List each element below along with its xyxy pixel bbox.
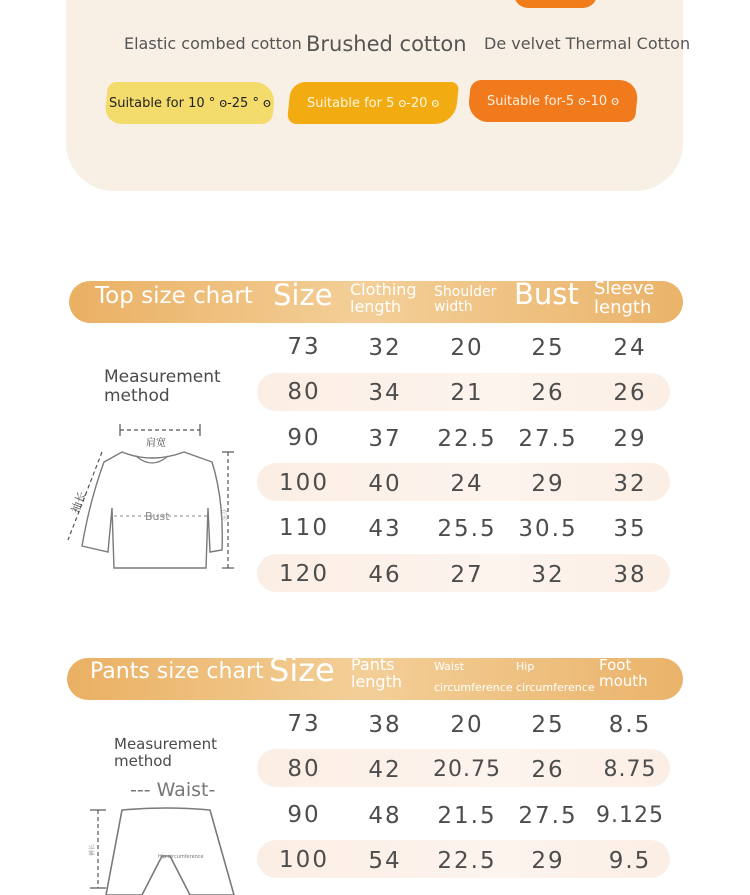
- fabric-name-3: De velvet Thermal Cotton: [484, 34, 691, 53]
- pants-cell: 22.5: [437, 848, 497, 874]
- pants-cell: 25: [531, 712, 565, 738]
- top-cell: 73: [287, 334, 321, 360]
- temp-range-badge-3: [467, 80, 639, 122]
- pants-cell: 38: [368, 712, 402, 738]
- temp-range-badge-2: [287, 82, 459, 124]
- top-cell: 21: [450, 380, 484, 406]
- top-cell: 110: [279, 515, 329, 541]
- pants-cell: 80: [287, 756, 321, 782]
- temp-range-label-2: Suitable for 5 𐍈-20 𐍈: [306, 95, 440, 111]
- pants-cell: 9.125: [596, 803, 664, 828]
- top-cell: 34: [368, 380, 402, 406]
- top-cell: 27.5: [518, 426, 578, 452]
- top-cell: 22.5: [437, 426, 497, 452]
- temp-range-label-3: Suitable for-5 𐍈-10 𐍈: [487, 93, 619, 109]
- bust-label: Bust: [145, 510, 170, 523]
- pants-cell: 100: [279, 847, 329, 873]
- pants-cell: 26: [531, 757, 565, 783]
- top-cell: 120: [279, 561, 329, 587]
- top-cell: 29: [531, 471, 565, 497]
- top-cell: 26: [531, 380, 565, 406]
- pants-measurement-method-label: Measurement method: [114, 735, 217, 770]
- pants-col-hip: Hip circumference: [516, 660, 595, 694]
- top-col-clothing-length: Clothing length: [350, 280, 417, 316]
- top-chart-title: Top size chart: [95, 283, 253, 309]
- pants-col-pants-length: Pants length: [351, 655, 402, 691]
- top-cell: 40: [368, 471, 402, 497]
- top-cell: 24: [450, 471, 484, 497]
- top-cell: 32: [531, 562, 565, 588]
- waist-label: --- Waist-: [130, 779, 216, 801]
- top-cell: 32: [368, 335, 402, 361]
- pants-cell: 29: [531, 848, 565, 874]
- top-cell: 90: [287, 425, 321, 451]
- top-col-shoulder-width: Shoulder width: [434, 284, 497, 315]
- pants-cell: 48: [368, 803, 402, 829]
- shirt-diagram: [62, 420, 240, 578]
- temp-range-label-1: Suitable for 10 ° 𐍈-25 ° 𐍈: [109, 95, 271, 111]
- top-cell: 80: [287, 379, 321, 405]
- top-cell: 29: [613, 426, 647, 452]
- top-cell: 25.5: [437, 516, 497, 542]
- pants-col-foot-mouth: Foot mouth: [599, 656, 648, 690]
- pants-cell: 90: [287, 802, 321, 828]
- top-cell: 27: [450, 562, 484, 588]
- sleeve-length-label: 袖长: [68, 489, 90, 516]
- pants-cell: 27.5: [518, 803, 578, 829]
- top-cell: 26: [613, 380, 647, 406]
- top-cell: 100: [279, 470, 329, 496]
- top-cell: 20: [450, 335, 484, 361]
- pants-cell: 21.5: [437, 803, 497, 829]
- top-cell: 24: [613, 335, 647, 361]
- top-col-sleeve-length: Sleeve length: [594, 278, 655, 318]
- top-col-bust: Bust: [514, 277, 579, 311]
- fabric-name-2: Brushed cotton: [306, 32, 467, 56]
- top-col-size: Size: [273, 278, 333, 312]
- top-cell: 30.5: [518, 516, 578, 542]
- fabric-tag-pill: [514, 0, 597, 8]
- top-cell: 46: [368, 562, 402, 588]
- pants-cell: 73: [287, 711, 321, 737]
- pants-cell: 54: [368, 848, 402, 874]
- clothing-length-label: 衣长: [220, 508, 228, 522]
- pants-cell: 20: [450, 712, 484, 738]
- pants-cell: 8.75: [603, 757, 657, 782]
- pants-cell: 42: [368, 757, 402, 783]
- pants-cell: 9.5: [608, 848, 652, 874]
- hip-label: Hip circumference: [158, 854, 204, 860]
- pants-diagram: [86, 804, 246, 895]
- temp-range-badge-1: [104, 82, 276, 124]
- pants-length-label: 裤长: [89, 843, 96, 856]
- pants-cell: 8.5: [608, 712, 652, 738]
- top-cell: 37: [368, 426, 402, 452]
- pants-col-waist: Waist circumference: [434, 660, 513, 694]
- pants-col-size: Size: [269, 651, 335, 689]
- shoulder-width-label: 肩宽: [146, 438, 166, 449]
- pants-chart-title: Pants size chart: [90, 659, 264, 684]
- pants-cell: 20.75: [433, 757, 501, 782]
- top-cell: 35: [613, 516, 647, 542]
- top-measurement-method-label: Measurement method: [104, 367, 221, 406]
- top-cell: 32: [613, 471, 647, 497]
- top-cell: 38: [613, 562, 647, 588]
- top-cell: 25: [531, 335, 565, 361]
- top-cell: 43: [368, 516, 402, 542]
- fabric-name-1: Elastic combed cotton: [124, 34, 302, 53]
